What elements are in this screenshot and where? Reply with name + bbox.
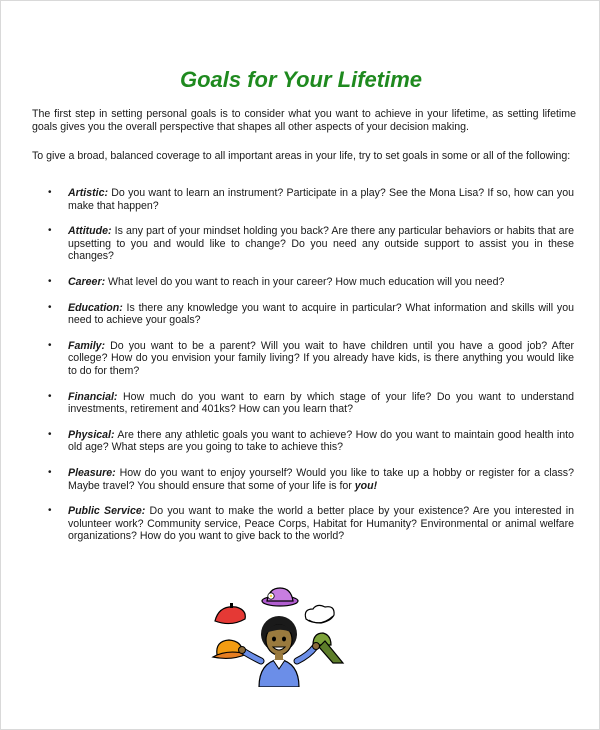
- list-item-public-service: [1, 505, 600, 543]
- list-item-family: [1, 340, 600, 378]
- goal-text: What level do you want to reach in your career? How much education will you need?: [105, 275, 505, 288]
- bullet-icon: •: [48, 466, 52, 478]
- white-hat-icon: [305, 605, 334, 623]
- goal-text: Do you want to be a parent? Will you wait to have children until you have a good job? After college? How do you envision your family living? If you already have kids, is there anything you would like to do for them?: [68, 339, 574, 377]
- goal-text: Do you want to make the world a better place by your existence? Are you interested in volunteer work? Community service, Peace Corps, Habitat for Humanity? Environmental or animal welfare organizations? How do you want to give back to the world?: [68, 505, 574, 543]
- list-item-physical: [1, 429, 600, 454]
- bullet-icon: •: [48, 187, 52, 198]
- purple-hat-icon: [262, 588, 298, 606]
- goals-list: [1, 187, 600, 556]
- bullet-icon: •: [48, 505, 52, 517]
- goal-emphasis: you!: [354, 479, 378, 492]
- bullet-icon: •: [48, 275, 52, 287]
- bullet-icon: •: [48, 428, 52, 440]
- red-beret-icon: [215, 603, 245, 624]
- goal-text: Do you want to learn an instrument? Participate in a play? See the Mona Lisa? If so, how can you make that happen?: [68, 187, 574, 212]
- list-item-education: [1, 302, 600, 327]
- goal-label: Financial:: [68, 390, 118, 403]
- bullet-icon: •: [48, 390, 52, 402]
- list-item-career: [1, 276, 600, 289]
- page-title: Goals for Your Lifetime: [179, 67, 423, 92]
- goal-label: Career:: [68, 275, 106, 288]
- intro-paragraph-2: To give a broad, balanced coverage to all important areas in your life, try to set goals in some or all of the following:: [32, 150, 571, 162]
- goal-text: Is any part of your mindset holding you back? Are there any particular behaviors or habits that are upsetting to you and would like to change? Do you need any outside support to assist you in these changes?: [68, 225, 574, 263]
- list-item-attitude: [1, 225, 600, 263]
- list-item-artistic: [1, 187, 600, 212]
- goal-text: Is there any knowledge you want to acquire in particular? What information and skills will you need to achieve your goals?: [68, 301, 574, 327]
- list-item-financial: [1, 391, 600, 416]
- list-item-pleasure: [1, 467, 600, 492]
- bullet-icon: •: [48, 301, 52, 313]
- bullet-icon: •: [48, 225, 52, 237]
- person-icon: [239, 616, 320, 687]
- bullet-icon: •: [48, 339, 52, 351]
- goal-label: Public Service:: [68, 505, 146, 518]
- goal-label: Education:: [68, 301, 123, 314]
- juggling-hats-clipart-icon: [209, 583, 349, 687]
- goal-text: Are there any athletic goals you want to achieve? How do you want to maintain good health into old age? What steps are you going to take to achieve this?: [68, 428, 574, 454]
- goal-label: Artistic:: [68, 187, 109, 199]
- goal-label: Pleasure:: [68, 466, 116, 479]
- goal-text: How do you want to enjoy yourself? Would you like to take up a hobby or register for a class? Maybe travel? You should ensure that some of your life is for: [68, 466, 574, 492]
- goal-text: How much do you want to earn by which stage of your life? Do you want to understand investments, retirement and 401ks? How can you learn that?: [68, 390, 574, 416]
- goal-label: Attitude:: [68, 225, 112, 238]
- goal-label: Physical:: [68, 428, 115, 441]
- goal-label: Family:: [68, 339, 106, 352]
- intro-paragraph-1: The first step in setting personal goals is to consider what you want to achieve in your lifetime, as setting lifetime goals gives you the overall perspective that shapes all other aspects of your decision making.: [32, 108, 576, 133]
